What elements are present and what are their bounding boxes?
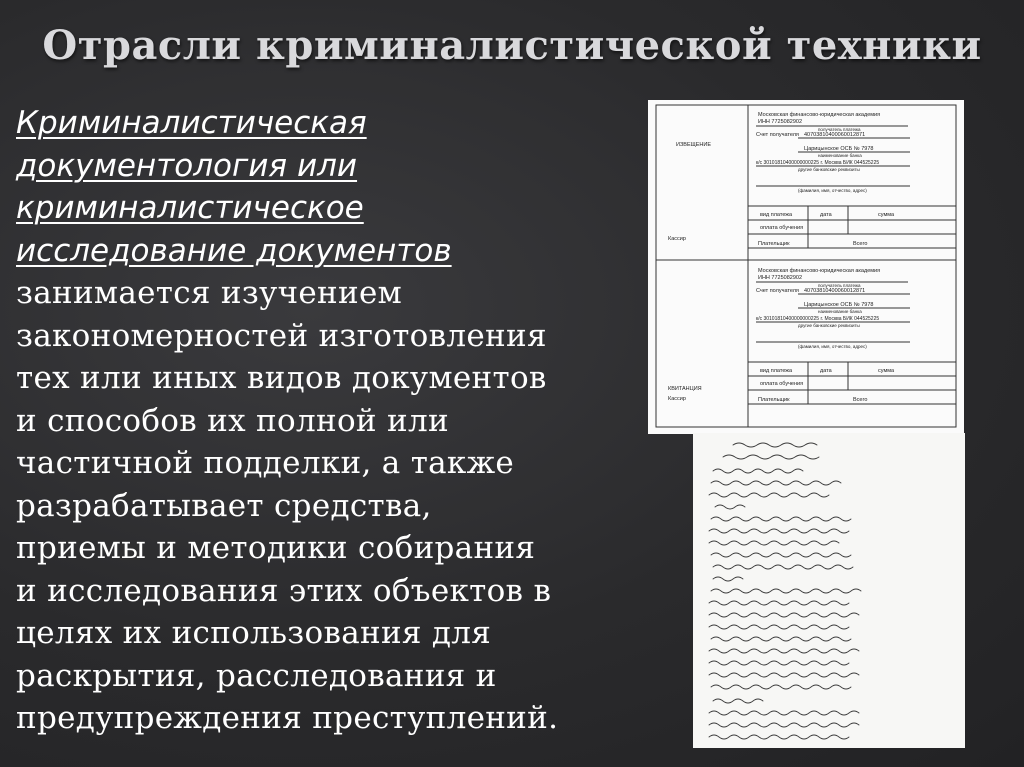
receipt-row-pay-top: оплата обучения: [760, 225, 804, 231]
payment-receipt-image: [648, 100, 964, 434]
receipt-org-top: Московская финансово-юридическая академия: [758, 112, 881, 118]
receipt-corr-top: к/с 30101810400000000225 г. Москва БИК 044525225: [756, 160, 880, 166]
receipt-payer-top: Плательщик: [758, 241, 790, 247]
receipt-recipient-label-top: получатель платежа: [818, 127, 861, 132]
receipt-account-top: Счет получателя: [756, 132, 799, 138]
receipt-account-number-top: 40703810400060012871: [804, 132, 866, 138]
receipt-col-date-top: дата: [820, 212, 832, 218]
receipt-account-bottom: Счет получателя: [756, 288, 799, 294]
receipt-inn-bottom: ИНН 7725082902: [758, 275, 803, 281]
receipt-col-date-bottom: дата: [820, 368, 832, 374]
description-line: занимается изучением: [16, 275, 403, 311]
receipt-col-type-top: вид платежа: [760, 212, 793, 218]
description-line: закономерностей изготовления: [16, 317, 547, 354]
receipt-col-sum-top: сумма: [878, 212, 895, 218]
receipt-top-label: ИЗВЕЩЕНИЕ: [676, 142, 712, 148]
description-line: тех или иных видов документов: [16, 360, 547, 396]
receipt-payer-label-top: (фамилия, имя, отчество, адрес): [798, 188, 867, 193]
receipt-bank-top: Царицынское ОСБ № 7978: [804, 146, 874, 152]
term-line: криминалистическое: [16, 190, 364, 226]
receipt-corr-bottom: к/с 30101810400000000225 г. Москва БИК 044525225: [756, 316, 880, 322]
receipt-row-pay-bottom: оплата обучения: [760, 381, 804, 387]
receipt-corr-label-top: другие банковские реквизиты: [798, 167, 860, 172]
description-line: раскрытия, расследования и: [16, 657, 497, 694]
body-text: [16, 102, 626, 740]
receipt-bank-bottom: Царицынское ОСБ № 7978: [804, 302, 874, 308]
receipt-org-bottom: Московская финансово-юридическая академия: [758, 268, 881, 274]
receipt-corr-label-bottom: другие банковские реквизиты: [798, 323, 860, 328]
slide-title: Отрасли криминалистической техники: [42, 22, 982, 69]
handwritten-notes-image: [693, 433, 965, 748]
receipt-total-top: Всего: [853, 241, 868, 247]
receipt-payer-label-bottom: (фамилия, имя, отчество, адрес): [798, 344, 867, 349]
term-line: Криминалистическая: [16, 105, 367, 141]
receipt-recipient-label-bottom: получатель платежа: [818, 283, 861, 288]
description-line: предупреждения преступлений.: [16, 700, 559, 736]
description-line: разрабатывает средства,: [16, 487, 432, 524]
receipt-col-sum-bottom: сумма: [878, 368, 895, 374]
term-line: исследование документов: [16, 232, 452, 269]
description-line: и способов их полной или: [16, 402, 449, 439]
term-line: документология или: [16, 147, 358, 184]
receipt-payer-bottom: Плательщик: [758, 397, 790, 403]
receipt-bank-label-top: наименование банка: [818, 153, 862, 158]
description-line: приемы и методики собирания: [16, 530, 536, 566]
description-line: целях их использования для: [16, 615, 492, 651]
description-line: и исследования этих объектов в: [16, 572, 552, 609]
receipt-col-type-bottom: вид платежа: [760, 368, 793, 374]
description-line: частичной подделки, а также: [16, 445, 515, 481]
receipt-total-bottom: Всего: [853, 397, 868, 403]
receipt-cashier-top: Кассир: [668, 236, 686, 242]
receipt-bank-label-bottom: наименование банка: [818, 309, 862, 314]
receipt-inn-top: ИНН 7725082902: [758, 119, 803, 125]
receipt-bottom-label: КВИТАНЦИЯ: [668, 386, 702, 392]
receipt-account-number-bottom: 40703810400060012871: [804, 288, 866, 294]
receipt-cashier-bottom: Кассир: [668, 396, 686, 402]
